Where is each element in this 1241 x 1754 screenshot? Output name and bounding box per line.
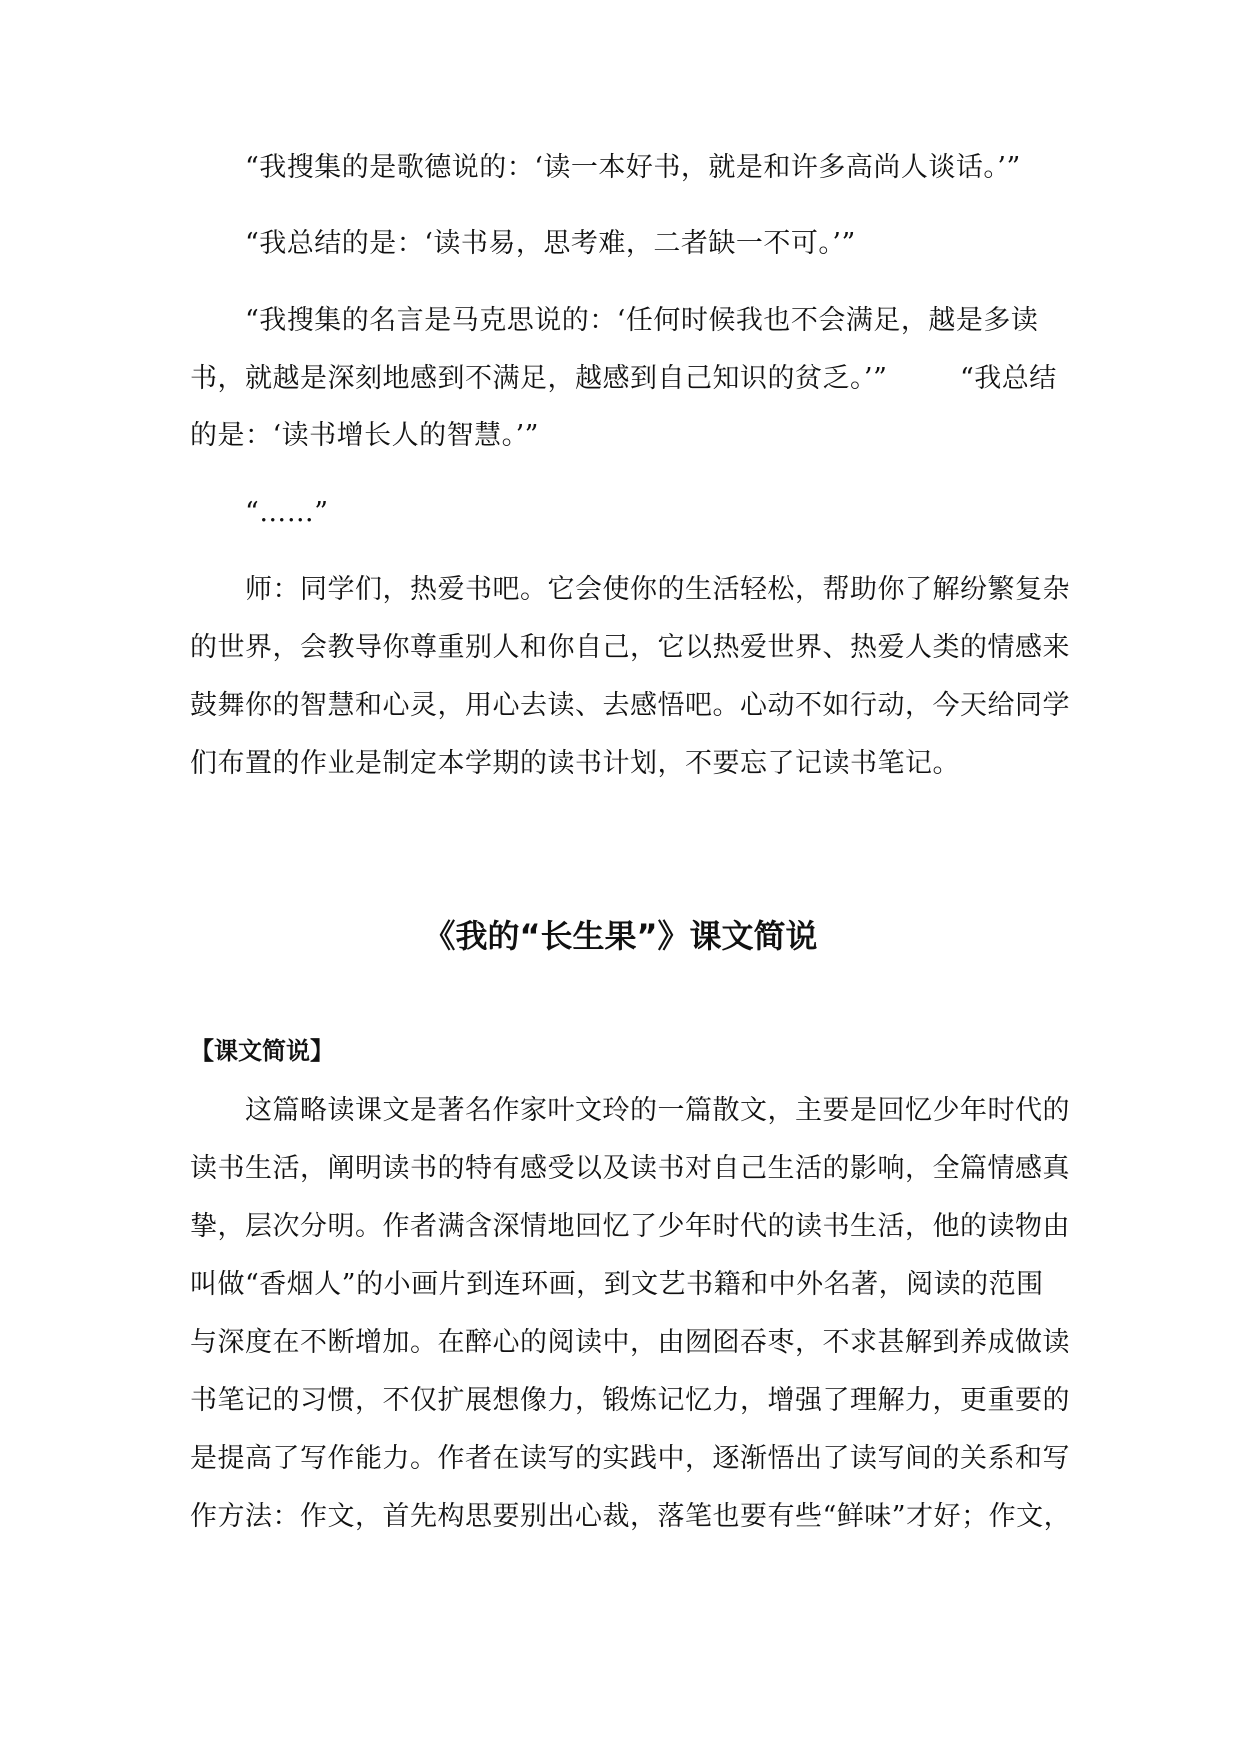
dialogue-line-goethe: “我搜集的是歌德说的：‘读一本好书，就是和许多高尚人谈话。’” xyxy=(245,152,1021,183)
section-heading: 【课文简说】 xyxy=(190,1037,334,1065)
dialogue-line-marx-cont xyxy=(190,361,1060,397)
teacher-paragraph-line: 的世界，会教导你尊重别人和你自己，它以热爱世界、热爱人类的情感来 xyxy=(190,632,1070,663)
article-paragraph-line: 这篇略读课文是著名作家叶文玲的一篇散文，主要是回忆少年时代的 xyxy=(245,1095,1070,1126)
dialogue-line-ellipsis: “……” xyxy=(245,497,329,528)
article-title: 《我的“长生果”》课文简说 xyxy=(423,917,818,955)
article-paragraph-line: 作方法：作文，首先构思要别出心裁，落笔也要有些“鲜味”才好；作文， xyxy=(190,1501,1072,1532)
dialogue-line-marx-tail: 书，就越是深刻地感到不满足，越感到自己知识的贫乏。’” xyxy=(190,363,888,394)
dialogue-line-summary-2-end: 的是：‘读书增长人的智慧。’” xyxy=(190,420,539,451)
teacher-paragraph-line: 们布置的作业是制定本学期的读书计划，不要忘了记读书笔记。 xyxy=(190,748,960,779)
article-paragraph-line: 读书生活，阐明读书的特有感受以及读书对自己生活的影响，全篇情感真 xyxy=(190,1153,1070,1184)
teacher-paragraph-line: 师：同学们，热爱书吧。它会使你的生活轻松，帮助你了解纷繁复杂 xyxy=(245,574,1070,605)
article-paragraph-line: 挚，层次分明。作者满含深情地回忆了少年时代的读书生活，他的读物由 xyxy=(190,1211,1070,1242)
dialogue-line-summary-1: “我总结的是：‘读书易，思考难，二者缺一不可。’” xyxy=(245,228,856,259)
dialogue-line-summary-2-start: “我总结 xyxy=(960,363,1057,394)
dialogue-line-marx: “我搜集的名言是马克思说的：‘任何时候我也不会满足，越是多读 xyxy=(245,305,1039,336)
article-paragraph-line: 叫做“香烟人”的小画片到连环画，到文艺书籍和中外名著，阅读的范围 xyxy=(190,1269,1044,1300)
teacher-paragraph-line: 鼓舞你的智慧和心灵，用心去读、去感悟吧。心动不如行动，今天给同学 xyxy=(190,690,1070,721)
article-paragraph-line: 是提高了写作能力。作者在读写的实践中，逐渐悟出了读写间的关系和写 xyxy=(190,1443,1070,1474)
article-paragraph-line: 书笔记的习惯，不仅扩展想像力，锻炼记忆力，增强了理解力，更重要的 xyxy=(190,1385,1070,1416)
article-paragraph-line: 与深度在不断增加。在醉心的阅读中，由囫囵吞枣，不求甚解到养成做读 xyxy=(190,1327,1070,1358)
